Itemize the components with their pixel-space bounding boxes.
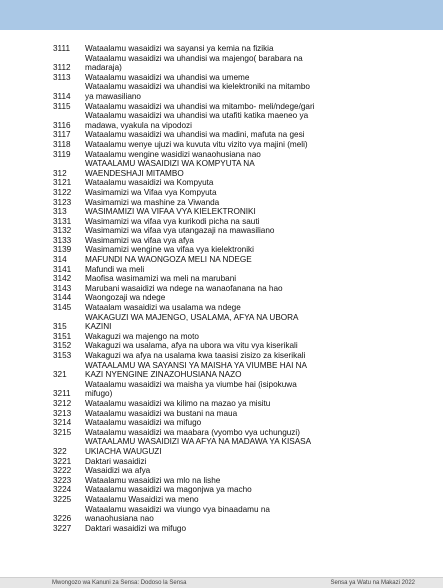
list-item: [53, 457, 433, 467]
entry-code: 3123: [53, 197, 72, 207]
entry-code: 3112: [53, 63, 71, 73]
list-item: [53, 380, 433, 399]
entry-description: Wataalamu wasaidizi wa maisha ya viumbe hai (isipokuwa mifugo): [85, 379, 297, 399]
entry-description: Wataalamu wasaidizi wa sayansi ya kemia na fizikia: [85, 44, 274, 53]
list-item: [53, 82, 433, 101]
entry-description: Wakaguzi wa usalama, afya na ubora wa vitu vya kiserikali: [85, 341, 298, 351]
list-item: [53, 255, 433, 265]
entry-description: Wakaguzi wa majengo na moto: [85, 331, 199, 341]
list-item: [53, 351, 433, 361]
entry-code: 3222: [53, 466, 72, 476]
entry-description: Wataalamu wengine wasidizi wanaohusiana nao: [85, 149, 261, 159]
entry-description: Marubani wasaidizi wa ndege na wanaofanana na hao: [85, 283, 283, 293]
entry-code: 321: [53, 370, 67, 380]
list-item: [53, 226, 433, 236]
list-item: [53, 495, 433, 505]
list-item: [53, 236, 433, 246]
entry-code: 3143: [53, 283, 72, 293]
list-item: [53, 409, 433, 419]
entry-description: Wataalamu wasaidizi wa maabara (vyombo vya uchunguzi): [85, 427, 300, 437]
entry-description: Daktari wasaidizi: [85, 456, 147, 466]
entry-code: 3151: [53, 331, 72, 341]
entry-code: 3115: [53, 101, 71, 111]
entry-description: WAKAGUZI WA MAJENGO, USALAMA, AFYA NA UBORA KAZINI: [85, 312, 299, 332]
entry-code: 322: [53, 446, 67, 456]
entry-code: 315: [53, 322, 67, 332]
list-item: [53, 332, 433, 342]
entry-code: 3132: [53, 226, 72, 236]
entry-code: 3221: [53, 456, 72, 466]
entry-description: WATAALAMU WASAIDIZI WA KOMPYUTA NA WAENDESHAJI MITAMBO: [85, 159, 255, 178]
entry-description: Wasaidizi wa afya: [85, 466, 151, 476]
entry-code: 3215: [53, 427, 72, 437]
header-band: [0, 0, 443, 30]
entry-description: Maofisa wasimamizi wa meli na marubani: [85, 274, 237, 284]
entry-code: 3142: [53, 274, 72, 284]
list-item: [53, 399, 433, 409]
entry-description: WATAALAMU WASAIDIZI WA AFYA NA MADAWA YA KISASA UKIACHA WAUGUZI: [85, 437, 312, 456]
entry-description: WATAALAMU WA SAYANSI YA MAISHA YA VIUMBE HAI NA KAZI NYENGINE ZINAZOHUSIANA NAZO: [85, 360, 308, 380]
list-item: [53, 505, 433, 524]
entry-description: Waongozaji wa ndege: [85, 293, 166, 303]
entry-description: Wataalamu wasaidizi wa uhandisi wa kielektroniki na mitambo ya mawasiliano: [85, 82, 310, 101]
entry-description: Daktari wasaidizi wa mifugo: [85, 523, 187, 533]
list-item: [53, 130, 433, 140]
entry-code: 3224: [53, 485, 72, 495]
list-item: [53, 140, 433, 150]
list-item: [53, 217, 433, 227]
entry-description: Wataalamu wasaidizi wa mlo na lishe: [85, 475, 221, 485]
list-item: [53, 428, 433, 438]
list-item: [53, 207, 433, 217]
entry-code: 3121: [53, 178, 72, 188]
entry-description: Wasimamizi wa vifaa vya kurikodi picha na sauti: [85, 216, 260, 226]
entry-code: 3152: [53, 341, 72, 351]
entry-description: Wataalamu wasaidizi wa uhandisi wa majengo( barabara na madaraja): [85, 53, 303, 73]
list-item: [53, 54, 433, 73]
list-item: [53, 44, 433, 54]
list-item: [53, 198, 433, 208]
list-item: [53, 293, 433, 303]
list-item: [53, 361, 433, 380]
footer-right-text: Sensa ya Watu na Makazi 2022: [330, 580, 415, 586]
entry-description: Wataalamu wasaidizi wa bustani na maua: [85, 408, 238, 418]
entry-code: 3227: [53, 523, 72, 533]
entry-description: WASIMAMIZI WA VIFAA VYA KIELEKTRONIKI: [85, 207, 256, 217]
entry-description: Mafundi wa meli: [85, 264, 145, 274]
list-item: [53, 159, 433, 178]
list-item: [53, 476, 433, 486]
entry-code: 3118: [53, 139, 71, 149]
entry-code: 3116: [53, 120, 71, 130]
list-item: [53, 178, 433, 188]
code-list: [53, 44, 433, 533]
entry-code: 3211: [53, 389, 71, 399]
page-footer: [0, 577, 443, 588]
entry-code: 3131: [53, 216, 72, 226]
entry-code: 3111: [53, 44, 70, 53]
entry-code: 3113: [53, 72, 71, 82]
entry-code: 3114: [53, 91, 71, 101]
entry-description: Wasimamizi wengine wa vifaa vya kielektroniki: [85, 245, 254, 255]
entry-code: 312: [53, 168, 67, 178]
entry-description: Wataalamu wasaidizi wa uhandisi wa utafiti katika maeneo ya madawa, vyakula na vipodozi: [85, 111, 309, 130]
entry-code: 3153: [53, 351, 72, 360]
entry-description: Wataalam wasaidizi wa usalama wa ndege: [85, 303, 241, 313]
entry-description: Wataalamu wasaidizi wa kilimo na mazao ya misitu: [85, 398, 271, 408]
entry-description: Wataalamu wasaidizi wa uhandisi wa mitambo- meli/ndege/gari: [85, 101, 315, 111]
entry-description: Wataalamu wenye ujuzi wa kuvuta vitu vizito vya majini (meli): [85, 139, 308, 149]
list-item: [53, 485, 433, 495]
list-item: [53, 466, 433, 476]
entry-description: Wasimamizi wa vifaa vya afya: [85, 235, 194, 245]
entry-code: 3145: [53, 303, 72, 313]
entry-code: 3119: [53, 149, 71, 159]
list-item: [53, 437, 433, 456]
entry-code: 3213: [53, 408, 72, 418]
entry-description: Wataalamu wasaidizi wa uhandisi wa madini, mafuta na gesi: [85, 130, 305, 140]
entry-description: Wasimamizi wa mashine za Viwanda: [85, 197, 220, 207]
entry-description: MAFUNDI NA WAONGOZA MELI NA NDEGE: [85, 255, 252, 265]
entry-code: 3117: [53, 130, 71, 140]
footer-left-text: Mwongozo wa Kanuni za Sensa: Dodoso la Sensa: [52, 580, 187, 586]
entry-description: Wataalamu wasaidizi wa uhandisi wa umeme: [85, 72, 250, 82]
entry-code: 313: [53, 207, 67, 217]
entry-description: Wataalamu wasaidizi wa Kompyuta: [85, 178, 214, 188]
entry-code: 3214: [53, 418, 72, 428]
entry-code: 3212: [53, 398, 72, 408]
entry-code: 3225: [53, 494, 72, 504]
list-item: [53, 245, 433, 255]
entry-code: 3223: [53, 475, 72, 485]
list-item: [53, 102, 433, 112]
list-item: [53, 524, 433, 534]
entry-code: 3133: [53, 235, 72, 245]
entry-description: Wataalamu wasaidizi wa viungo vya binaadamu na wanaohusiana nao: [85, 504, 270, 524]
list-item: [53, 284, 433, 294]
entry-description: Wataalamu wasaidizi wa mifugo: [85, 418, 202, 428]
entry-code: 314: [53, 255, 67, 265]
entry-code: 3139: [53, 245, 72, 255]
list-item: [53, 303, 433, 313]
list-item: [53, 265, 433, 275]
entry-code: 3122: [53, 187, 72, 197]
list-item: [53, 313, 433, 332]
entry-description: Wasimamizi wa vifaa vya utangazaji na mawasiliano: [85, 226, 275, 236]
list-item: [53, 418, 433, 428]
list-item: [53, 341, 433, 351]
list-item: [53, 111, 433, 130]
list-item: [53, 274, 433, 284]
entry-code: 3144: [53, 293, 72, 303]
entry-code: 3226: [53, 514, 72, 524]
entry-description: Wakaguzi wa afya na usalama kwa taasisi zisizo za kiserikali: [85, 351, 306, 360]
entry-description: Wataalamu wasaidizi wa magonjwa ya macho: [85, 485, 252, 495]
list-item: [53, 73, 433, 83]
entry-description: Wasimamizi wa Vifaa vya Kompyuta: [85, 187, 217, 197]
entry-code: 3141: [53, 264, 72, 274]
list-item: [53, 188, 433, 198]
entry-description: Wataalamu Wasaidizi wa meno: [85, 494, 199, 504]
list-item: [53, 150, 433, 160]
